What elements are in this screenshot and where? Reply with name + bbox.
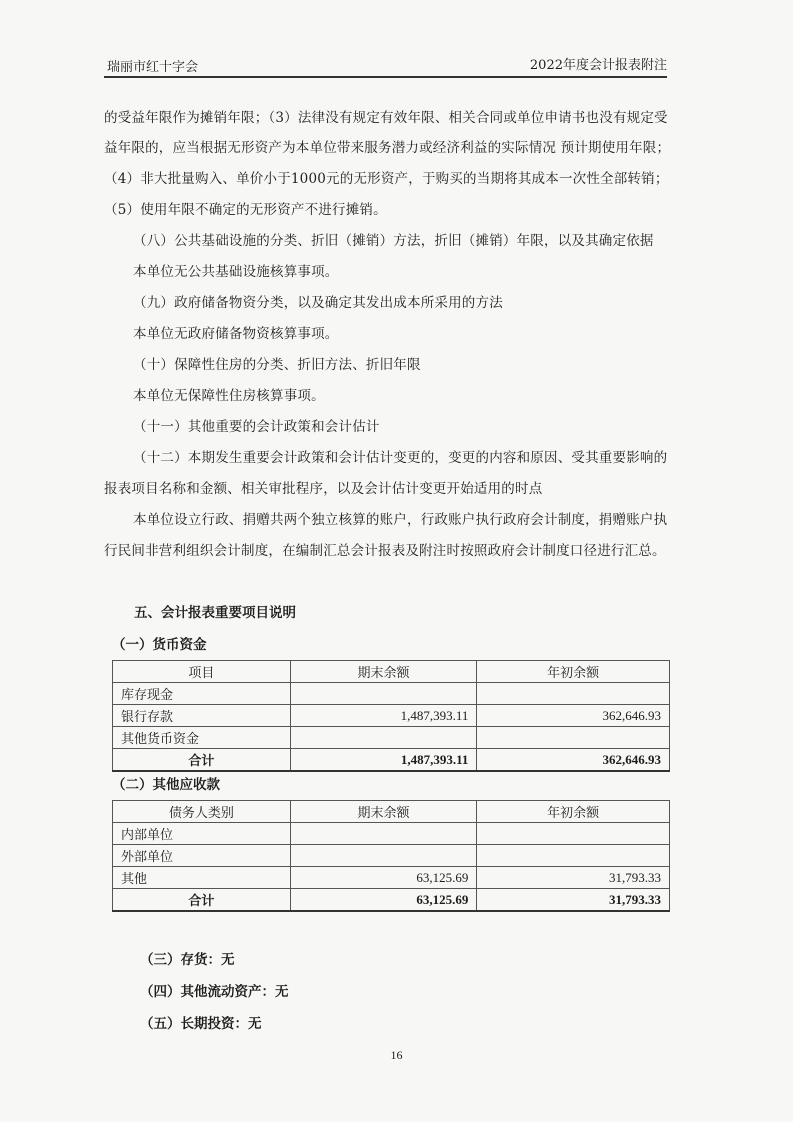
table-row [113, 823, 670, 845]
row-label: 其他货币资金 [113, 727, 291, 749]
section-title: 五、会计报表重要项目说明 [134, 605, 296, 621]
table-total-row [113, 749, 670, 772]
header-cell: 期末余额 [290, 801, 477, 823]
page-number: 16 [390, 1048, 403, 1062]
subsection-title: （三）存货：无 [140, 952, 235, 968]
opening-balance [477, 823, 670, 845]
opening-balance: 362,646.93 [477, 705, 670, 727]
paragraph-line: 本单位无政府储备物资核算事项。 [133, 326, 339, 342]
ending-balance [290, 823, 477, 845]
table-header-row [113, 661, 670, 683]
opening-balance: 31,793.33 [477, 867, 670, 889]
paragraph-line: （5）使用年限不确定的无形资产不进行摊销。 [104, 202, 387, 218]
paragraph-line: 行民间非营利组织会计制度，在编制汇总会计报表及附注时按照政府会计制度口径进行汇总。 [104, 543, 666, 559]
header-doc-title: 2022年度会计报表附注 [529, 58, 667, 73]
total-label: 合计 [113, 889, 291, 912]
total-label: 合计 [113, 749, 291, 772]
table-row [113, 705, 670, 727]
paragraph-line: 报表项目名称和金额、相关审批程序，以及会计估计变更开始适用的时点 [104, 481, 543, 497]
subsection-title: （一）货币资金 [112, 637, 207, 653]
opening-balance [477, 683, 670, 705]
table-row [113, 845, 670, 867]
table-total-row [113, 889, 670, 912]
header-cell: 年初余额 [477, 801, 670, 823]
paragraph-line: （十一）其他重要的会计政策和会计估计 [133, 419, 380, 435]
paragraph-line: （八）公共基础设施的分类、折旧（摊销）方法，折旧（摊销）年限，以及其确定依据 [133, 233, 654, 249]
total-ending-balance: 63,125.69 [290, 889, 477, 912]
subsection-title: （四）其他流动资产：无 [140, 984, 289, 1000]
ending-balance: 1,487,393.11 [290, 705, 477, 727]
paragraph-line: 本单位设立行政、捐赠共两个独立核算的账户，行政账户执行政府会计制度，捐赠账户执 [133, 512, 668, 528]
paragraph-line: （十二）本期发生重要会计政策和会计估计变更的，变更的内容和原因、受其重要影响的 [133, 450, 668, 466]
subsection-title: （五）长期投资：无 [140, 1016, 262, 1032]
receivables-table [112, 800, 670, 912]
header-cell: 项目 [113, 661, 291, 683]
cash-table [112, 660, 670, 772]
header-org: 瑞丽市红十字会 [107, 60, 199, 75]
paragraph-line: 本单位无保障性住房核算事项。 [133, 388, 325, 404]
total-opening-balance: 362,646.93 [477, 749, 670, 772]
ending-balance: 63,125.69 [290, 867, 477, 889]
header-cell: 年初余额 [477, 661, 670, 683]
paragraph-line: 益年限的，应当根据无形资产为本单位带来服务潜力或经济利益的实际情况 预计期使用年限； [104, 140, 671, 156]
total-ending-balance: 1,487,393.11 [290, 749, 477, 772]
header-rule [104, 76, 667, 78]
ending-balance [290, 727, 477, 749]
table-header-row [113, 801, 670, 823]
opening-balance [477, 727, 670, 749]
total-opening-balance: 31,793.33 [477, 889, 670, 912]
paragraph-line: （九）政府储备物资分类，以及确定其发出成本所采用的方法 [133, 295, 503, 311]
paragraph-line: （4）非大批量购入、单价小于1000元的无形资产，于购买的当期将其成本一次性全部转销； [104, 171, 669, 187]
table-row [113, 683, 670, 705]
row-label: 内部单位 [113, 823, 291, 845]
ending-balance [290, 845, 477, 867]
paragraph-line: 本单位无公共基础设施核算事项。 [133, 264, 339, 280]
row-label: 库存现金 [113, 683, 291, 705]
table-row [113, 867, 670, 889]
ending-balance [290, 683, 477, 705]
paragraph-line: （十）保障性住房的分类、折旧方法、折旧年限 [133, 357, 421, 373]
table-row [113, 727, 670, 749]
opening-balance [477, 845, 670, 867]
header-cell: 期末余额 [290, 661, 477, 683]
row-label: 其他 [113, 867, 291, 889]
subsection-title: （二）其他应收款 [112, 777, 220, 793]
row-label: 银行存款 [113, 705, 291, 727]
paragraph-line: 的受益年限作为摊销年限；（3）法律没有规定有效年限、相关合同或单位申请书也没有规定受 [104, 110, 668, 126]
header-cell: 债务人类别 [113, 801, 291, 823]
row-label: 外部单位 [113, 845, 291, 867]
